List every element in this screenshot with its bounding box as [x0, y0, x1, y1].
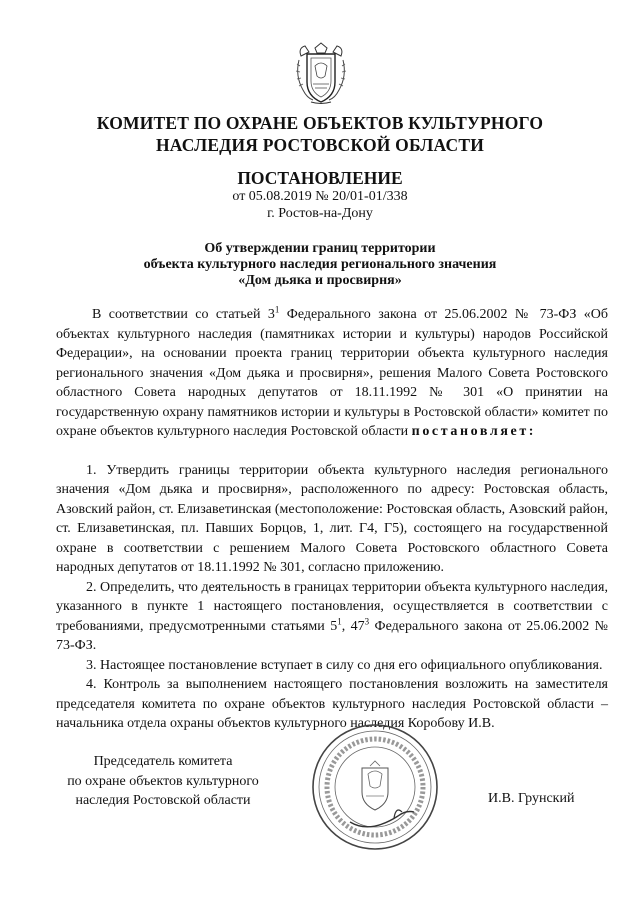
subject-line-2: объекта культурного наследия регионального значения: [143, 257, 497, 272]
signatory-name: И.В. Грунский: [488, 791, 575, 806]
item-2-text-1: 2. Определить, что деятельность в границах территории объекта культурного наследия, указанного в пункте 1 настоящего постановления, осуществляется в соответствии с требованиями, предусмотренными статьями 5: [56, 579, 608, 634]
document-date-number: от 05.08.2019 № 20/01-01/338: [232, 189, 408, 204]
official-seal-icon: [310, 722, 440, 852]
subject-line-1: Об утверждении границ территории: [204, 241, 436, 256]
intro-text-1: В соответствии со статьей 3: [92, 307, 275, 322]
document-type: ПОСТАНОВЛЕНИЕ: [237, 168, 403, 188]
item-2-text-2: , 47: [341, 618, 365, 634]
item-3: 3. Настоящее постановление вступает в силу со дня его официального опубликования.: [86, 657, 603, 673]
signatory-title-line-1: Председатель комитета: [93, 754, 233, 769]
intro-superscript: 1: [274, 304, 280, 315]
document-subject: [0, 241, 640, 289]
intro-text-2: Федерального закона от 25.06.2002 № 73-ФЗ «Об объектах культурного наследия (памятниках истории и культуры) народов Российской Федерации», на основании проекта границ территории объекта культурного наследия регионального значения «Дом дьяка и просвирня», решения Малого Совета Ростовского областного Совета народных депутатов от 18.11.1992 № 301 «О принятии на государственную охрану памятников истории и культуры в Ростовской области» комитет по охране объектов культурного наследия Ростовской области: [56, 307, 608, 439]
coat-of-arms-icon: [293, 42, 349, 106]
item-2-superscript-1: 1: [337, 615, 342, 626]
item-2-text-3: Федерального закона от 25.06.2002 № 73-ФЗ.: [56, 618, 609, 653]
item-1: 1. Утвердить границы территории объекта культурного наследия регионального значения «Дом дьяка и просвирня», расположенного по адресу: Ростовская область, Азовский район, ст. Елизаветинская (местоположение: Ростовская область, Азовский район, ст. Елизаветинская, пл. Павших Борцов, 1, лит. Г4, Г5), состоящего на государственной охране в соответствии с решением Малого Совета Ростовского областного Совета народных депутатов от 18.11.1992 № 301, согласно приложению.: [56, 462, 608, 575]
item-2: [56, 578, 608, 656]
document-meta: [0, 188, 640, 222]
document-body: [56, 305, 608, 734]
org-line-1: КОМИТЕТ ПО ОХРАНЕ ОБЪЕКТОВ КУЛЬТУРНОГО: [96, 113, 544, 133]
signatory-title: [48, 752, 278, 811]
org-line-2: НАСЛЕДИЯ РОСТОВСКОЙ ОБЛАСТИ: [155, 135, 485, 155]
paragraph-gap: [56, 442, 608, 461]
item-4: 4. Контроль за выполнением настоящего постановления возложить на заместителя председателя комитета по охране объектов культурного наследия Ростовской области – начальника отдела охраны объектов культурного наследия Коробову И.В.: [56, 677, 608, 731]
organization-name: [0, 112, 640, 156]
subject-line-3: «Дом дьяка и просвирня»: [238, 273, 402, 288]
document-city: г. Ростов-на-Дону: [267, 206, 373, 221]
signatory-title-line-2: по охране объектов культурного: [67, 773, 259, 789]
intro-paragraph: [56, 305, 608, 442]
resolution-verb: постановляет:: [411, 424, 537, 439]
signatory-title-line-3: наследия Ростовской области: [75, 793, 251, 808]
item-2-superscript-2: 3: [364, 615, 370, 626]
